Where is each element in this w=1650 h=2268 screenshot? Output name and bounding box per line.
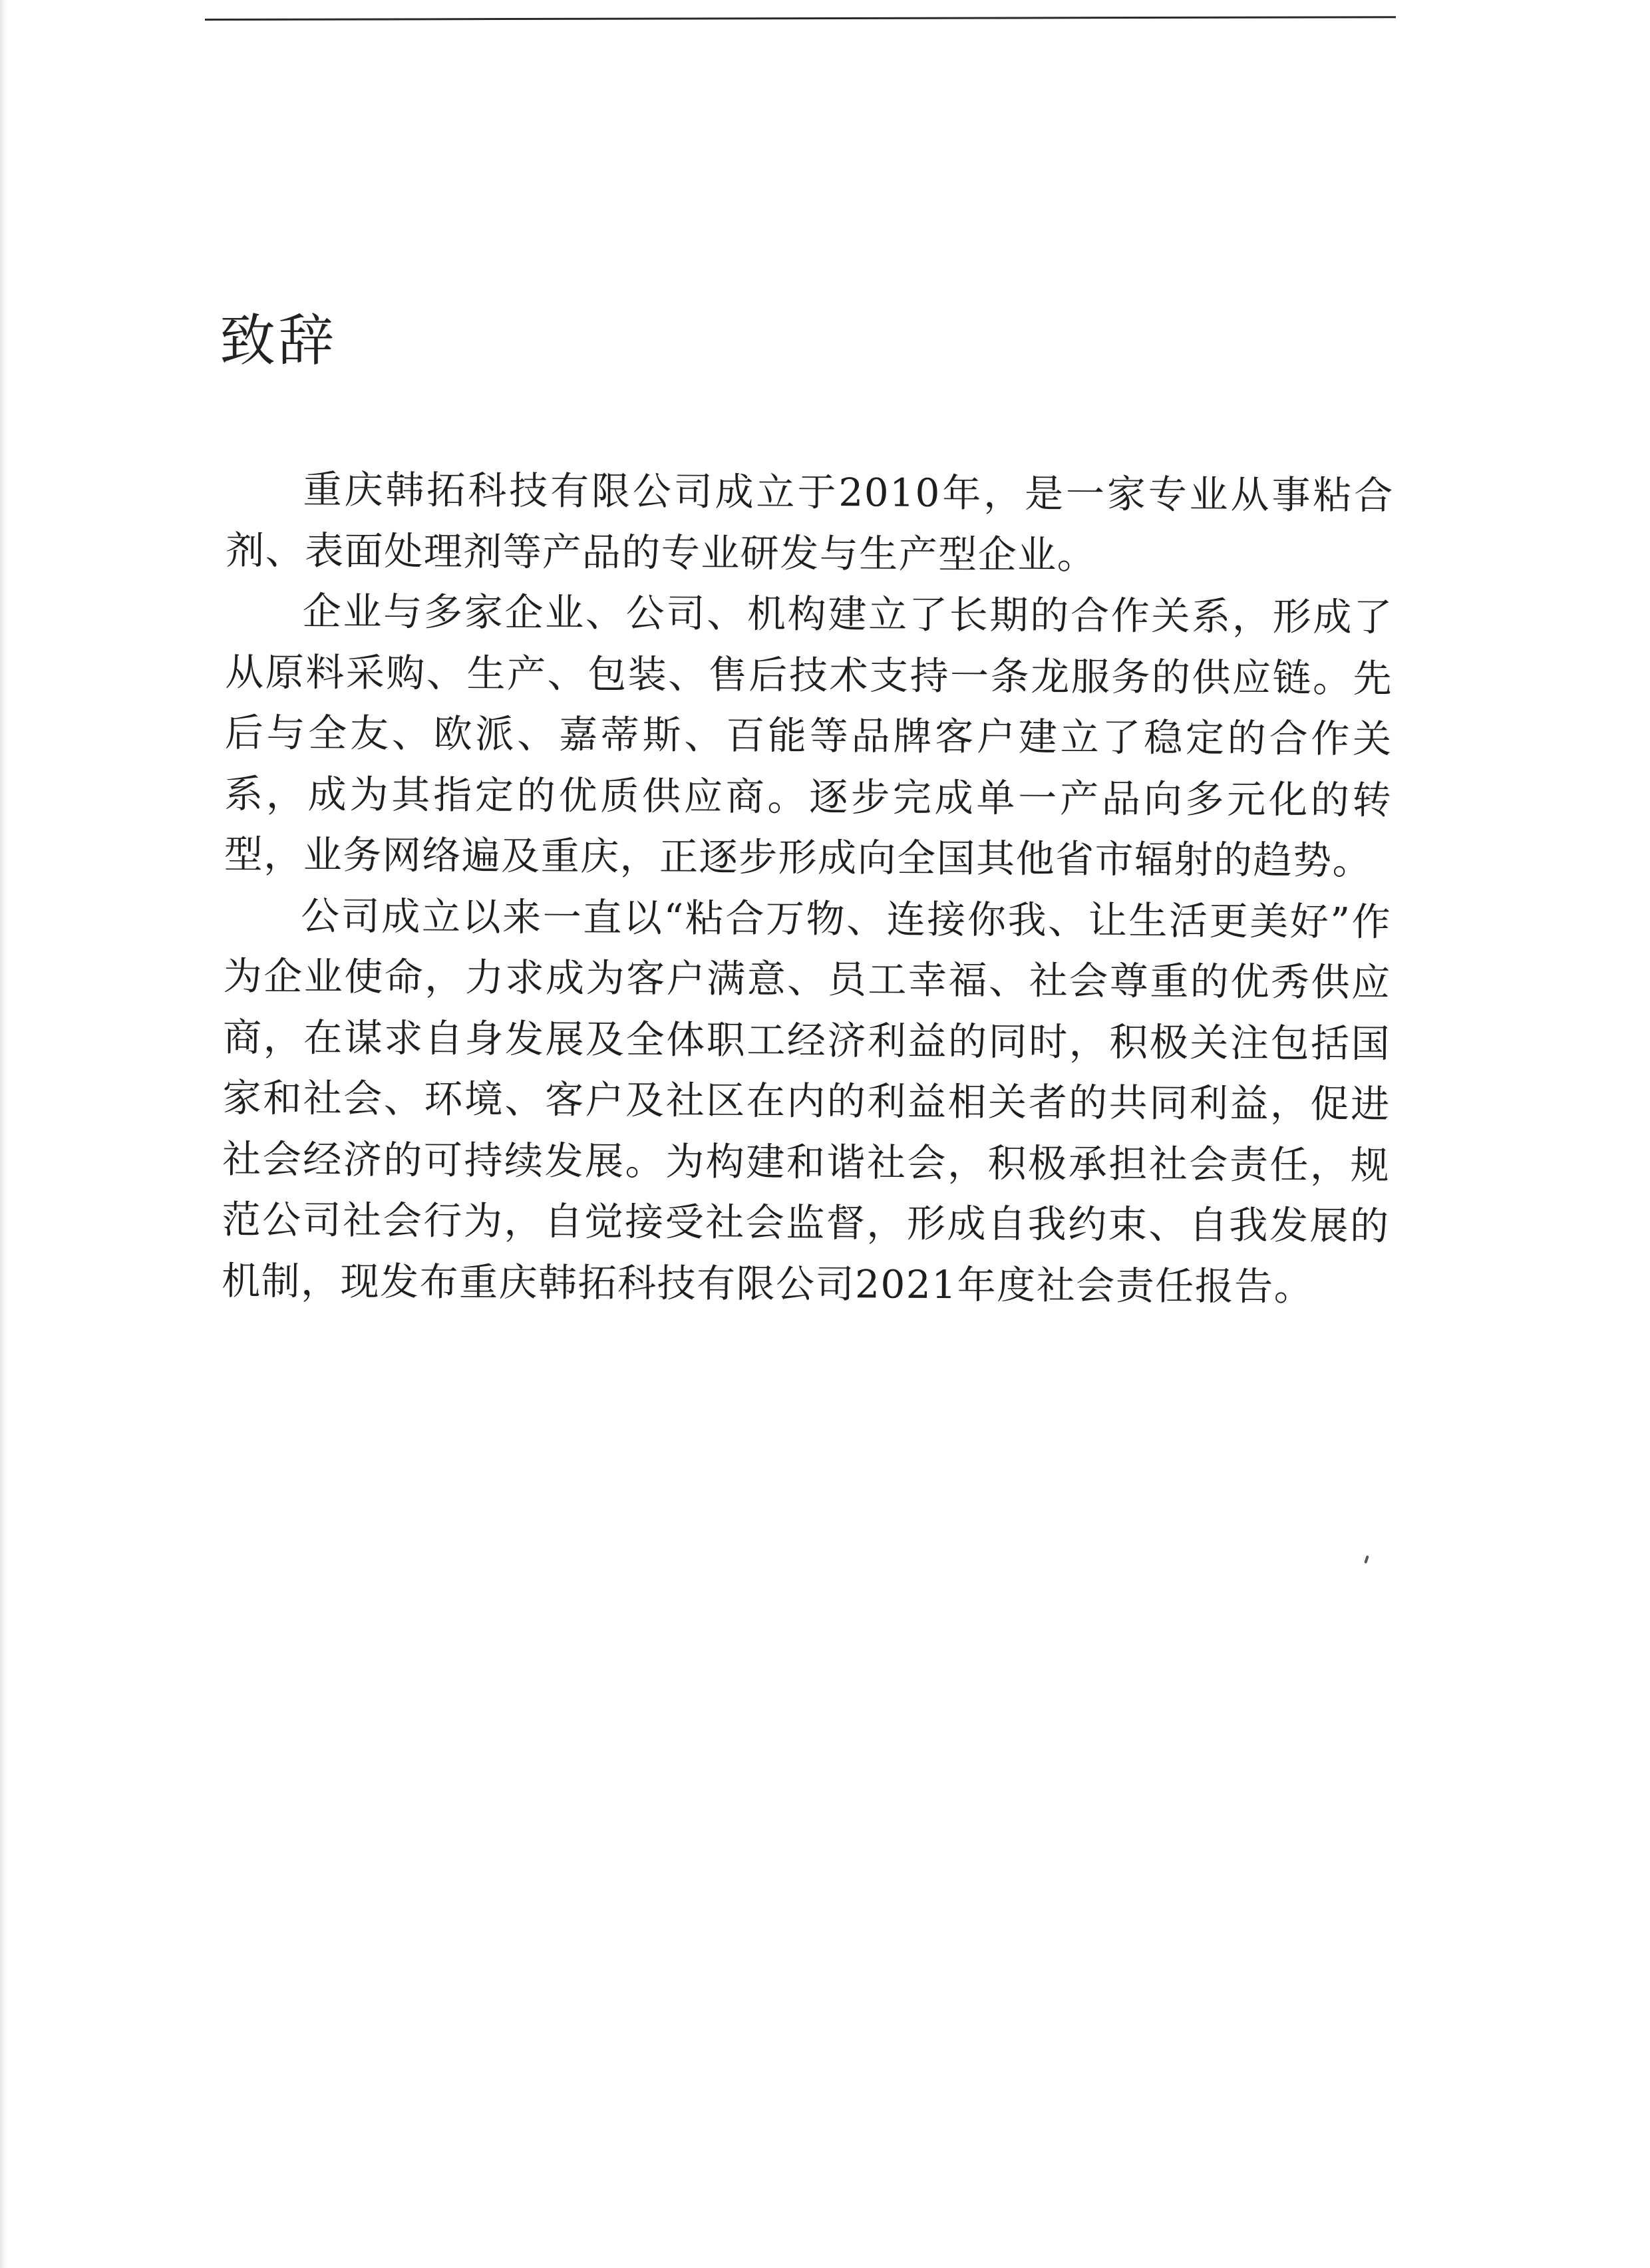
- page-title: 致辞: [220, 308, 337, 373]
- paragraph-company-intro: 重庆韩拓科技有限公司成立于2010年，是一家专业从事粘合剂、表面处理剂等产品的专业研发与生产型企业。: [226, 466, 1394, 577]
- body-text: [222, 459, 1394, 1318]
- paragraph-partnerships: 企业与多家企业、公司、机构建立了长期的合作关系，形成了从原料采购、生产、包装、售后技术支持一条龙服务的供应链。先后与全友、欧派、嘉蒂斯、百能等品牌客户建立了稳定的合作关系，成为其指定的优质供应商。逐步完成单一产品向多元化的转型，业务网络遍及重庆，正逐步形成向全国其他省市辐射的趋势。: [224, 588, 1393, 884]
- paragraph-mission: 公司成立以来一直以“粘合万物、连接你我、让生活更美好”作为企业使命，力求成为客户满意、员工幸福、社会尊重的优秀供应商，在谋求自身发展及全体职工经济利益的同时，积极关注包括国家和社会、环境、客户及社区在内的利益相关者的共同利益，促进社会经济的可持续发展。为构建和谐社会，积极承担社会责任，规范公司社会行为，自觉接受社会监督，形成自我约束、自我发展的机制，现发布重庆韩拓科技有限公司2021年度社会责任报告。: [221, 893, 1392, 1309]
- scan-speck-mark: [1364, 1555, 1369, 1564]
- scan-edge-shadow: [0, 0, 7, 2268]
- header-rule: [205, 16, 1396, 21]
